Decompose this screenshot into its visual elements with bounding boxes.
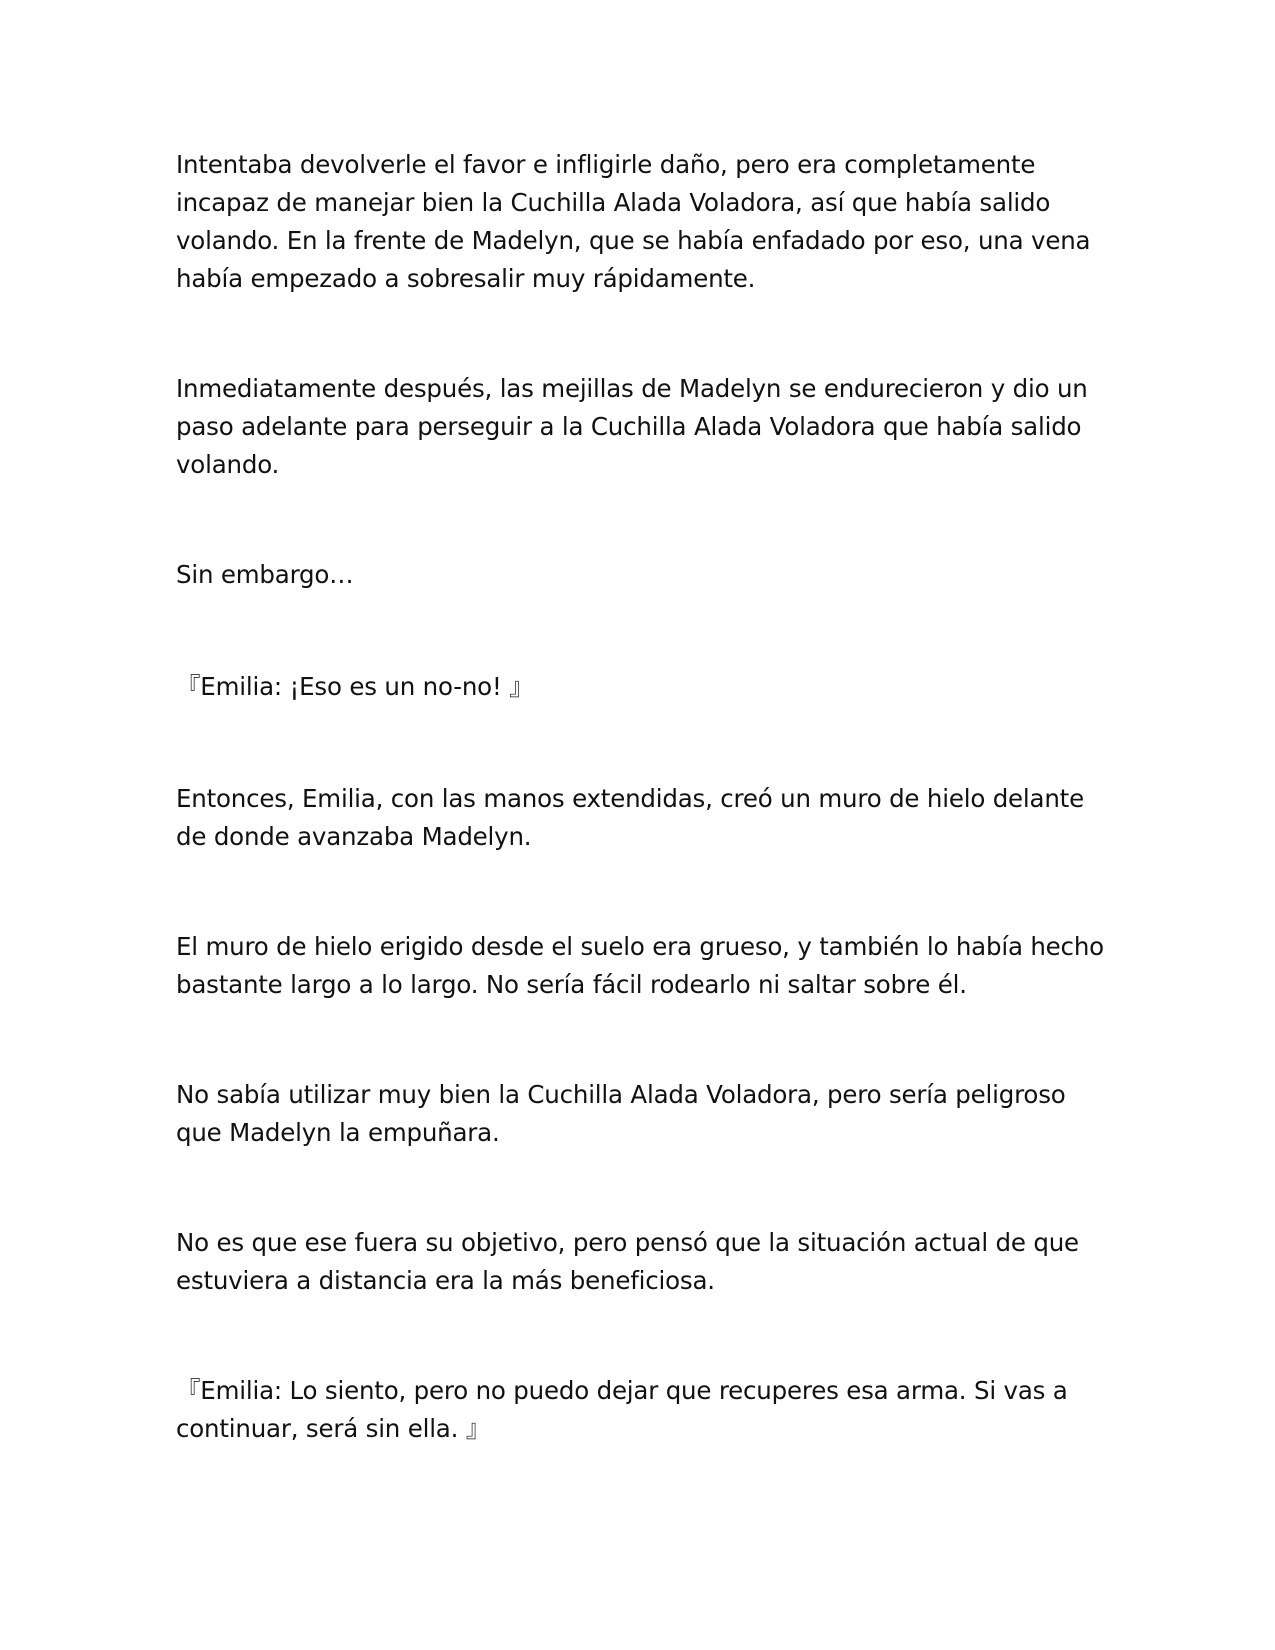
dialogue-line: 『Emilia: ¡Eso es un no-no! 』	[176, 672, 534, 701]
paragraph: Intentaba devolverle el favor e infligirle daño, pero era completamente incapaz de manejar bien la Cuchilla Alada Voladora, así que había salido volando. En la frente de Madelyn, que se había enfadado por eso, una vena había empezado a sobresalir muy rápidamente.	[176, 150, 1091, 293]
paragraph: El muro de hielo erigido desde el suelo era grueso, y también lo había hecho bastante largo a lo largo. No sería fácil rodearlo ni saltar sobre él.	[176, 932, 1104, 999]
paragraph: No sabía utilizar muy bien la Cuchilla Alada Voladora, pero sería peligroso que Madelyn la empuñara.	[176, 1080, 1066, 1147]
paragraph: Entonces, Emilia, con las manos extendidas, creó un muro de hielo delante de donde avanzaba Madelyn.	[176, 784, 1084, 851]
paragraph: No es que ese fuera su objetivo, pero pensó que la situación actual de que estuviera a distancia era la más beneficiosa.	[176, 1228, 1079, 1295]
paragraph: Inmediatamente después, las mejillas de Madelyn se endurecieron y dio un paso adelante para perseguir a la Cuchilla Alada Voladora que había salido volando.	[176, 374, 1088, 479]
dialogue-line: 『Emilia: Lo siento, pero no puedo dejar que recuperes esa arma. Si vas a continuar, será sin ella. 』	[176, 1376, 1068, 1443]
paragraph: Sin embargo…	[176, 560, 354, 589]
